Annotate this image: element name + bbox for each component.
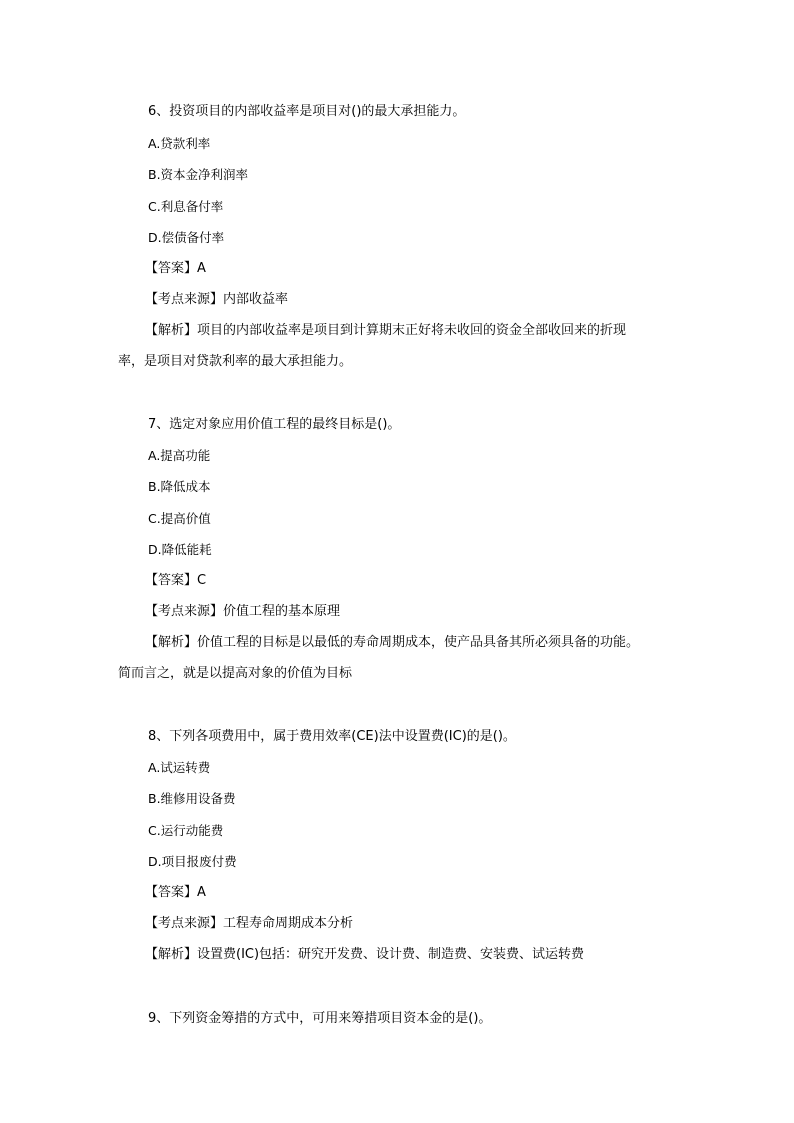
question-6-option-c: C.利息备付率 xyxy=(148,199,224,214)
question-8-stem: 8、下列各项费用中，属于费用效率(CE)法中设置费(IC)的是()。 xyxy=(148,729,516,744)
question-6-source: 【考点来源】内部收益率 xyxy=(145,292,289,307)
question-6-analysis: 【解析】项目的内部收益率是项目到计算期末正好将未收回的资金全部收回来的折现 xyxy=(145,323,627,338)
question-7-source: 【考点来源】价值工程的基本原理 xyxy=(145,604,341,619)
question-8-analysis: 【解析】设置费(IC)包括：研究开发费、设计费、制造费、安装费、试运转费 xyxy=(145,947,585,962)
question-6-option-a: A.贷款利率 xyxy=(148,136,211,151)
question-7-analysis-continued: 简而言之，就是以提高对象的价值为目标 xyxy=(118,666,353,681)
question-8-option-a: A.试运转费 xyxy=(148,760,211,775)
question-8-answer: 【答案】A xyxy=(145,885,206,900)
question-8-option-d: D.项目报废付费 xyxy=(148,854,237,869)
question-7-option-c: C.提高价值 xyxy=(148,511,211,526)
question-8-source: 【考点来源】工程寿命周期成本分析 xyxy=(145,916,354,931)
question-6-stem: 6、投资项目的内部收益率是项目对()的最大承担能力。 xyxy=(148,104,466,119)
question-8-option-b: B.维修用设备费 xyxy=(148,791,236,806)
question-7-answer: 【答案】C xyxy=(145,573,207,588)
question-8-option-c: C.运行动能费 xyxy=(148,823,224,838)
question-6-analysis-continued: 率，是项目对贷款利率的最大承担能力。 xyxy=(118,354,353,369)
question-7-option-d: D.降低能耗 xyxy=(148,542,212,557)
question-6-option-d: D.偿债备付率 xyxy=(148,230,225,245)
question-6-option-b: B.资本金净利润率 xyxy=(148,167,249,182)
question-7-stem: 7、选定对象应用价值工程的最终目标是()。 xyxy=(148,417,401,432)
question-9-stem: 9、下列资金筹措的方式中，可用来筹措项目资本金的是()。 xyxy=(148,1011,492,1026)
question-7-analysis: 【解析】价值工程的目标是以最低的寿命周期成本，使产品具备其所必须具备的功能。 xyxy=(145,635,640,650)
question-7-option-a: A.提高功能 xyxy=(148,448,211,463)
question-6-answer: 【答案】A xyxy=(145,261,206,276)
question-7-option-b: B.降低成本 xyxy=(148,479,211,494)
